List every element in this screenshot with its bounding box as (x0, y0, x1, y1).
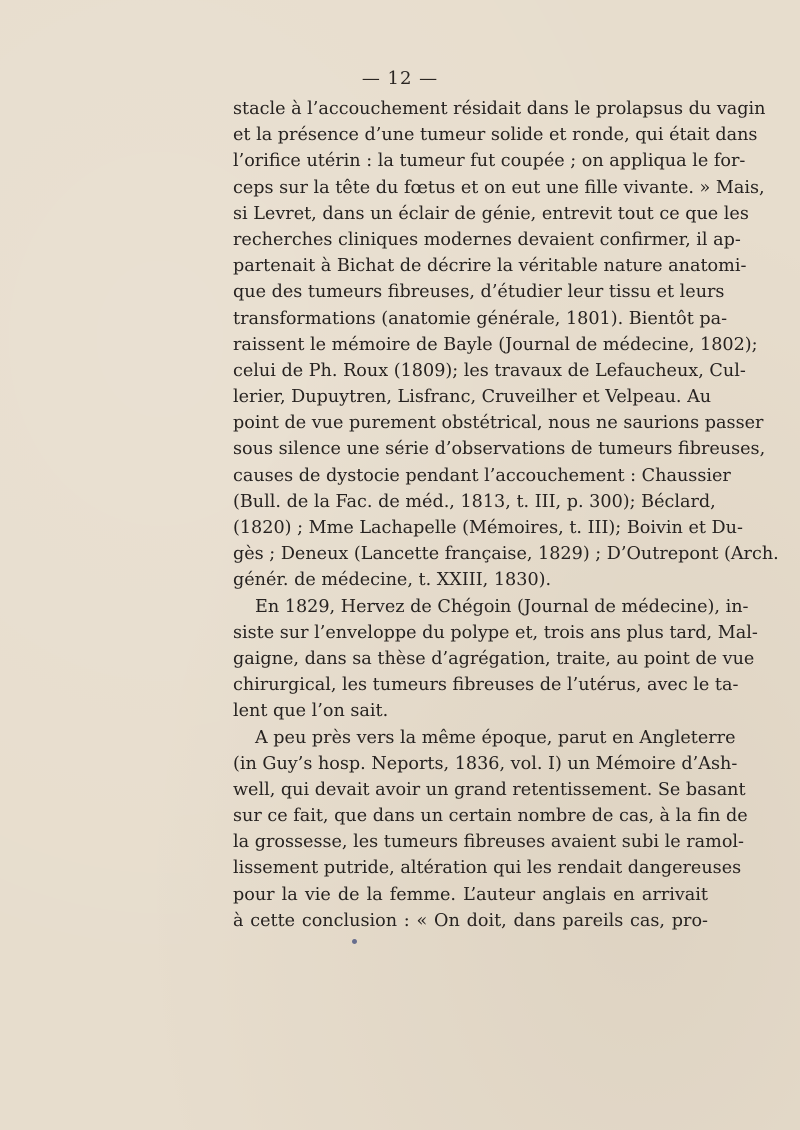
text-line: que des tumeurs fibreuses, d’étudier leur tissu et leurs (233, 282, 725, 303)
text-line: sous silence une série d’observations de tumeurs fibreuses, (233, 439, 766, 460)
text-line: chirurgical, les tumeurs fibreuses de l’utérus, avec le ta- (233, 675, 739, 696)
page-number: — 12 — (361, 68, 439, 89)
paragraph-start-line: A peu près vers la même époque, parut en Angleterre (255, 727, 736, 748)
text-line: l’orifice utérin : la tumeur fut coupée ; on appliqua le for- (233, 151, 746, 172)
text-line: la grossesse, les tumeurs fibreuses avaient subi le ramol- (233, 832, 745, 853)
text-line: lissement putride, altération qui les rendait dangereuses (233, 858, 742, 879)
text-line: lent que l’on sait. (233, 701, 389, 722)
text-line: lerier, Dupuytren, Lisfranc, Cruveilher et Velpeau. Au (233, 387, 712, 408)
text-line: causes de dystocie pendant l’accouchement : Chaussier (233, 465, 731, 486)
text-line: et la présence d’une tumeur solide et ronde, qui était dans (233, 125, 758, 146)
text-line: raissent le mémoire de Bayle (Journal de médecine, 1802); (233, 334, 758, 355)
paragraph-start-line: En 1829, Hervez de Chégoin (Journal de médecine), in- (255, 596, 749, 617)
text-line: transformations (anatomie générale, 1801). Bientôt pa- (233, 308, 728, 329)
text-line: si Levret, dans un éclair de génie, entrevit tout ce que les (233, 203, 749, 224)
text-line: point de vue purement obstétrical, nous ne saurions passer (233, 413, 764, 434)
text-line: gaigne, dans sa thèse d’agrégation, traite, au point de vue (233, 648, 755, 669)
text-line: pour la vie de la femme. L’auteur anglais en arrivait (233, 884, 708, 905)
text-line: à cette conclusion : « On doit, dans pareils cas, pro- (233, 910, 708, 931)
text-line: génér. de médecine, t. XXIII, 1830). (233, 570, 552, 591)
text-line: sur ce fait, que dans un certain nombre de cas, à la fin de (233, 806, 748, 827)
text-line: gès ; Deneux (Lancette française, 1829) ; D’Outrepont (Arch. (233, 544, 779, 565)
body-text (233, 96, 779, 934)
text-line: (1820) ; Mme Lachapelle (Mémoires, t. III); Boivin et Du- (233, 518, 743, 538)
text-line: partenait à Bichat de décrire la véritable nature anatomi- (233, 256, 747, 277)
text-line: celui de Ph. Roux (1809); les travaux de Lefaucheux, Cul- (233, 360, 746, 381)
text-line: ceps sur la tête du fœtus et on eut une fille vivante. » Mais, (233, 177, 765, 198)
text-line: (Bull. de la Fac. de méd., 1813, t. III, p. 300); Béclard, (233, 491, 716, 512)
text-line: (in Guy’s hosp. Neports, 1836, vol. I) un Mémoire d’Ash- (233, 753, 738, 774)
text-line: recherches cliniques modernes devaient confirmer, il ap- (233, 229, 741, 250)
ink-speck (352, 939, 357, 944)
text-line: siste sur l’enveloppe du polype et, trois ans plus tard, Mal- (233, 622, 758, 643)
text-line: stacle à l’accouchement résidait dans le prolapsus du vagin (233, 99, 766, 119)
text-line: well, qui devait avoir un grand retentissement. Se basant (233, 779, 746, 800)
